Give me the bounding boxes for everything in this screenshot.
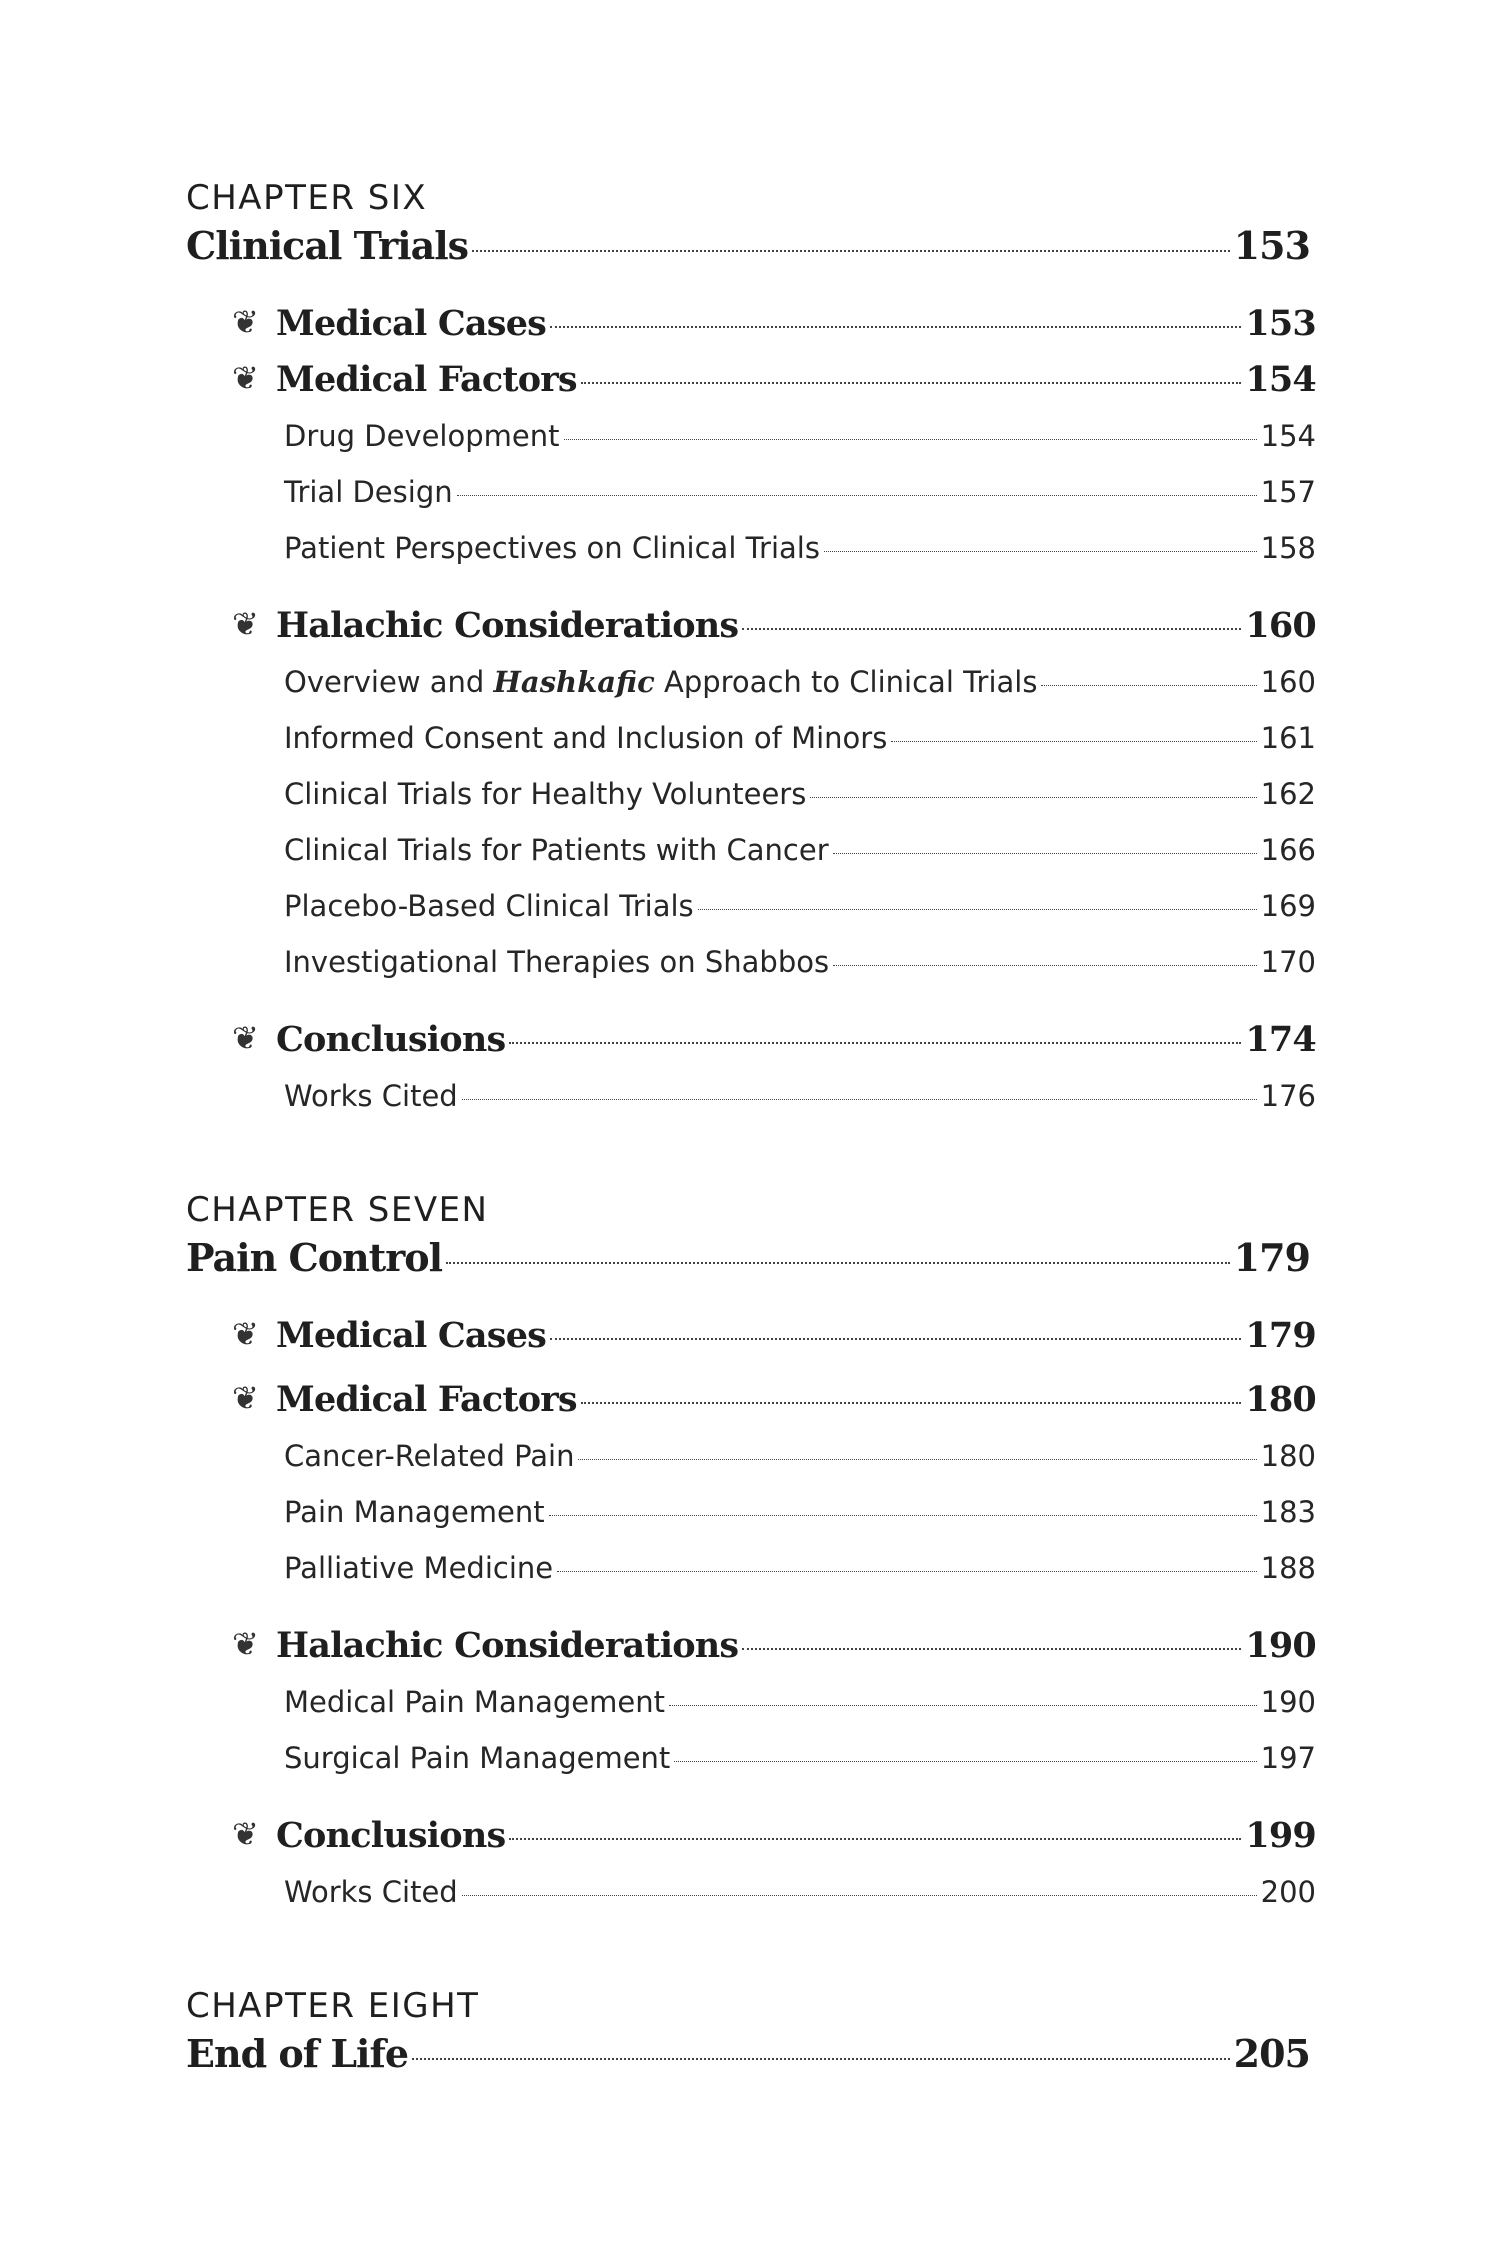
title-pre: Overview and: [284, 665, 494, 699]
chapter-label: CHAPTER SEVEN: [186, 1190, 489, 1230]
subsection-entry[interactable]: [284, 520, 1316, 576]
page-number: 205: [1233, 2031, 1310, 2076]
page-number: 160: [1260, 665, 1316, 699]
section-medical-factors[interactable]: [232, 352, 1316, 408]
subsection-entry[interactable]: [284, 822, 1316, 878]
dot-leader: [412, 2058, 1230, 2060]
subsection-entry[interactable]: [284, 464, 1316, 520]
section-medical-cases[interactable]: [232, 296, 1316, 352]
dot-leader: [833, 965, 1257, 966]
fleuron-icon: ❦: [232, 359, 259, 397]
page-number: 153: [1245, 303, 1316, 344]
chapter-title-row[interactable]: [186, 218, 1310, 274]
page-number: 169: [1260, 889, 1316, 923]
dot-leader: [578, 1459, 1256, 1460]
dot-leader: [509, 1838, 1241, 1840]
subsection-title: Clinical Trials for Healthy Volunteers: [284, 777, 807, 811]
chapter-six: [186, 178, 1316, 1124]
fleuron-icon: ❦: [232, 1625, 259, 1663]
subsection-title: Palliative Medicine: [284, 1551, 554, 1585]
section-halachic-considerations[interactable]: [232, 598, 1316, 654]
dot-leader: [891, 741, 1256, 742]
subsection-title: Investigational Therapies on Shabbos: [284, 945, 830, 979]
subsection-entry[interactable]: [284, 408, 1316, 464]
subsection-entry[interactable]: [284, 878, 1316, 934]
page-number: 199: [1245, 1815, 1316, 1856]
dot-leader: [564, 439, 1257, 440]
dot-leader: [557, 1571, 1257, 1572]
page-number: 160: [1245, 605, 1316, 646]
fleuron-icon: ❦: [232, 1019, 259, 1057]
page-number: 190: [1260, 1685, 1316, 1719]
subsection-title: Pain Management: [284, 1495, 545, 1529]
subsection-title: Works Cited: [284, 1875, 458, 1909]
dot-leader: [462, 1099, 1257, 1100]
dot-leader: [550, 326, 1241, 328]
subsection-entry[interactable]: [284, 710, 1316, 766]
section-title: Conclusions: [276, 1019, 506, 1060]
subsection-entry[interactable]: [284, 1428, 1316, 1484]
subsection-entry[interactable]: [284, 1540, 1316, 1596]
subsection-title: Placebo-Based Clinical Trials: [284, 889, 694, 923]
chapter-title: End of Life: [186, 2031, 408, 2076]
page-number: 180: [1260, 1439, 1316, 1473]
fleuron-icon: ❦: [232, 303, 259, 341]
page-number: 176: [1260, 1079, 1316, 1113]
page-number: 162: [1260, 777, 1316, 811]
dot-leader: [742, 1648, 1241, 1650]
dot-leader: [509, 1042, 1241, 1044]
subsection-title: Clinical Trials for Patients with Cancer: [284, 833, 829, 867]
fleuron-icon: ❦: [232, 605, 259, 643]
dot-leader: [549, 1515, 1257, 1516]
section-title: Medical Cases: [276, 303, 547, 344]
subsection-title: Works Cited: [284, 1079, 458, 1113]
page-number: 174: [1245, 1019, 1316, 1060]
subsection-title: Drug Development: [284, 419, 560, 453]
subsection-title: Trial Design: [284, 475, 453, 509]
page-number: 158: [1260, 531, 1316, 565]
dot-leader: [669, 1705, 1257, 1706]
subsection-title: [284, 654, 1037, 710]
section-title: Halachic Considerations: [276, 1625, 739, 1666]
subsection-entry[interactable]: [284, 654, 1316, 710]
subsection-entry[interactable]: [284, 1864, 1316, 1920]
chapter-eight: [186, 1986, 1316, 2082]
subsection-title: Medical Pain Management: [284, 1685, 665, 1719]
subsection-title: Surgical Pain Management: [284, 1741, 671, 1775]
section-title: Halachic Considerations: [276, 605, 739, 646]
page-number: 161: [1260, 721, 1316, 755]
section-title: Medical Cases: [276, 1315, 547, 1356]
title-emphasis: Hashkafic: [493, 665, 655, 699]
section-conclusions[interactable]: [232, 1012, 1316, 1068]
subsection-entry[interactable]: [284, 1068, 1316, 1124]
page-number: 200: [1260, 1875, 1316, 1909]
subsection-entry[interactable]: [284, 766, 1316, 822]
title-post: Approach to Clinical Trials: [654, 665, 1038, 699]
subsection-entry[interactable]: [284, 1674, 1316, 1730]
dot-leader: [446, 1262, 1230, 1264]
chapter-label: CHAPTER SIX: [186, 178, 428, 218]
page-number: 170: [1260, 945, 1316, 979]
fleuron-icon: ❦: [232, 1315, 259, 1353]
page-number: 190: [1245, 1625, 1316, 1666]
chapter-title: Pain Control: [186, 1235, 443, 1280]
page-number: 183: [1260, 1495, 1316, 1529]
section-title: Medical Factors: [276, 1379, 577, 1420]
page-number: 188: [1260, 1551, 1316, 1585]
section-halachic-considerations[interactable]: [232, 1618, 1316, 1674]
dot-leader: [674, 1761, 1256, 1762]
chapter-label: CHAPTER EIGHT: [186, 1986, 480, 2026]
dot-leader: [472, 250, 1230, 252]
dot-leader: [550, 1338, 1241, 1340]
section-title: Conclusions: [276, 1815, 506, 1856]
subsection-entry[interactable]: [284, 1484, 1316, 1540]
dot-leader: [457, 495, 1257, 496]
dot-leader: [824, 551, 1257, 552]
dot-leader: [833, 853, 1257, 854]
fleuron-icon: ❦: [232, 1379, 259, 1417]
subsection-title: Informed Consent and Inclusion of Minors: [284, 721, 888, 755]
page-number: 197: [1260, 1741, 1316, 1775]
dot-leader: [581, 1402, 1241, 1404]
page-number: 179: [1233, 1235, 1310, 1280]
page-number: 154: [1245, 359, 1316, 400]
section-conclusions[interactable]: [232, 1808, 1316, 1864]
chapter-title-row[interactable]: [186, 1230, 1310, 1286]
section-medical-factors[interactable]: [232, 1372, 1316, 1428]
section-title: Medical Factors: [276, 359, 577, 400]
page-number: 153: [1233, 223, 1310, 268]
page-number: 166: [1260, 833, 1316, 867]
dot-leader: [742, 628, 1241, 630]
page-number: 179: [1245, 1315, 1316, 1356]
dot-leader: [698, 909, 1257, 910]
chapter-title-row[interactable]: [186, 2026, 1310, 2082]
chapter-title: Clinical Trials: [186, 223, 469, 268]
dot-leader: [462, 1895, 1257, 1896]
fleuron-icon: ❦: [232, 1815, 259, 1853]
subsection-entry[interactable]: [284, 934, 1316, 990]
page-number: 154: [1260, 419, 1316, 453]
page-number: 157: [1260, 475, 1316, 509]
chapter-seven: [186, 1190, 1316, 1920]
dot-leader: [581, 382, 1241, 384]
subsection-entry[interactable]: [284, 1730, 1316, 1786]
section-medical-cases[interactable]: [232, 1308, 1316, 1364]
dot-leader: [1041, 685, 1256, 686]
page-number: 180: [1245, 1379, 1316, 1420]
subsection-title: Cancer-Related Pain: [284, 1439, 575, 1473]
dot-leader: [810, 797, 1256, 798]
subsection-title: Patient Perspectives on Clinical Trials: [284, 531, 820, 565]
